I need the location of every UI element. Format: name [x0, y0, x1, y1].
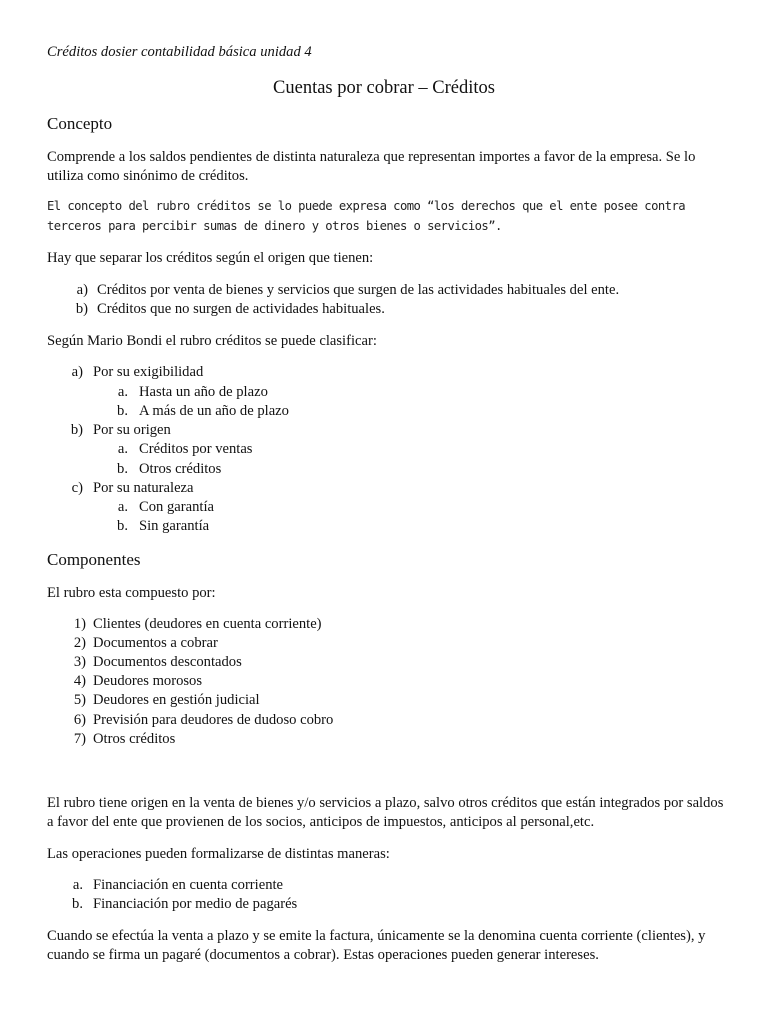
section-heading-componentes: Componentes — [47, 550, 141, 569]
list-item-text: Financiación por medio de pagarés — [93, 896, 298, 912]
document-header: Créditos dosier contabilidad básica unidad 4 — [47, 44, 312, 60]
list-marker: a. — [117, 441, 128, 457]
list-marker: b. — [72, 896, 83, 912]
paragraph-concepto-1: Comprende a los saldos pendientes de distinta naturaleza que representan importes a favor de la empresa. Se lo utiliza como sinónimo de créditos. — [47, 149, 696, 185]
list-item-text: Hasta un año de plazo — [139, 384, 268, 400]
list-item-text: Documentos descontados — [93, 654, 242, 670]
list-marker: 2) — [73, 635, 86, 651]
list-marker: a. — [117, 384, 128, 400]
list-item-text: Créditos por venta de bienes y servicios que surgen de las actividades habituales del ente. — [97, 282, 620, 298]
list-item-text: Otros créditos — [139, 461, 222, 477]
paragraph-concepto-3: Hay que separar los créditos según el origen que tienen: — [47, 250, 374, 266]
list-marker: a. — [72, 877, 83, 893]
list-marker: b. — [117, 518, 128, 534]
list-item-text: A más de un año de plazo — [139, 403, 289, 419]
list-marker: 1) — [73, 616, 86, 632]
list-marker: a) — [76, 282, 88, 298]
paragraph-componentes-1: El rubro esta compuesto por: — [47, 585, 216, 601]
list-marker: a) — [71, 364, 83, 380]
list-item-text: Clientes (deudores en cuenta corriente) — [93, 616, 322, 632]
list-item-text: Por su origen — [93, 422, 171, 438]
paragraph-componentes-2: El rubro tiene origen en la venta de bienes y/o servicios a plazo, salvo otros créditos que están integrados por saldos a favor del ente que provienen de los socios, anticipos de impuestos, anticipos al personal,etc. — [47, 795, 724, 831]
list-item-text: Financiación en cuenta corriente — [93, 877, 284, 893]
paragraph-concepto-4: Según Mario Bondi el rubro créditos se puede clasificar: — [47, 333, 377, 349]
list-item-text: Otros créditos — [93, 731, 176, 747]
list-item-text: Créditos que no surgen de actividades habituales. — [97, 301, 385, 317]
list-item-text: Documentos a cobrar — [93, 635, 218, 651]
list-item-text: Por su exigibilidad — [93, 364, 204, 380]
list-item-text: Deudores morosos — [93, 673, 203, 689]
list-marker: b. — [117, 461, 128, 477]
list-item-text: Previsión para deudores de dudoso cobro — [93, 712, 334, 728]
list-item-text: Deudores en gestión judicial — [93, 692, 260, 708]
paragraph-concepto-2: El concepto del rubro créditos se lo puede expresa como “los derechos que el ente posee contra terceros para percibir sumas de dinero y otros bienes o servicios”. — [47, 199, 686, 233]
list-marker: b) — [75, 301, 88, 317]
list-marker: b. — [117, 403, 128, 419]
paragraph-componentes-3: Las operaciones pueden formalizarse de distintas maneras: — [47, 846, 390, 862]
page-title: Cuentas por cobrar – Créditos — [273, 78, 495, 98]
list-item-text: Créditos por ventas — [139, 441, 253, 457]
list-item-text: Sin garantía — [139, 518, 210, 534]
list-marker: 3) — [73, 654, 86, 670]
list-marker: 6) — [73, 712, 86, 728]
paragraph-componentes-4: Cuando se efectúa la venta a plazo y se emite la factura, únicamente se la denomina cuenta corriente (clientes), y cuando se firma un pagaré (documentos a cobrar). Estas operaciones pueden generar intereses. — [47, 928, 706, 964]
section-heading-concepto: Concepto — [47, 114, 113, 133]
list-marker: 5) — [73, 692, 86, 708]
list-item-text: Por su naturaleza — [93, 480, 194, 496]
list-marker: 7) — [73, 731, 86, 747]
list-item-text: Con garantía — [139, 499, 214, 515]
list-marker: c) — [71, 480, 83, 496]
list-marker: a. — [117, 499, 128, 515]
list-marker: 4) — [73, 673, 86, 689]
list-marker: b) — [70, 422, 83, 438]
